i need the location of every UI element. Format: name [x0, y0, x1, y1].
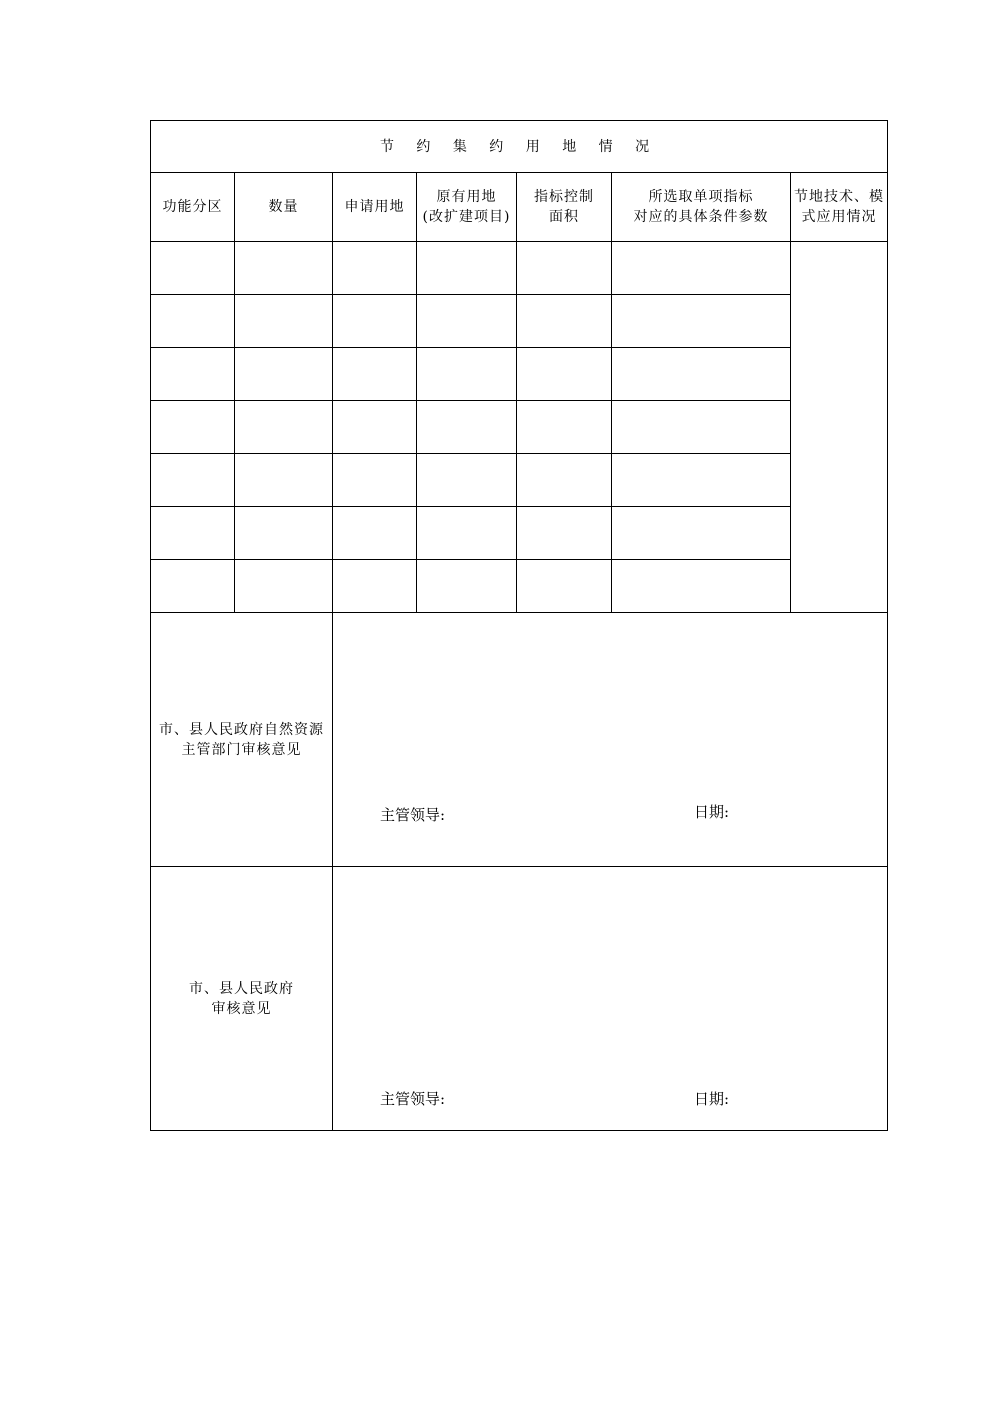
- cell-original-land[interactable]: [417, 560, 517, 613]
- cell-function-zone[interactable]: [151, 348, 235, 401]
- cell-condition-params[interactable]: [612, 401, 791, 454]
- date-label: 日期:: [694, 803, 730, 821]
- cell-function-zone[interactable]: [151, 454, 235, 507]
- header-control-area: 指标控制 面积: [517, 173, 612, 242]
- table-row: [151, 454, 888, 507]
- cell-control-area[interactable]: [517, 242, 612, 295]
- header-quantity: 数量: [235, 173, 333, 242]
- cell-function-zone[interactable]: [151, 401, 235, 454]
- cell-original-land[interactable]: [417, 242, 517, 295]
- date-label: 日期:: [694, 1090, 730, 1108]
- review-label-government: 市、县人民政府 审核意见: [151, 867, 333, 1131]
- header-applied-land: 申请用地: [333, 173, 417, 242]
- cell-applied-land[interactable]: [333, 295, 417, 348]
- header-land-saving-tech: 节地技术、模 式应用情况: [791, 173, 888, 242]
- cell-control-area[interactable]: [517, 401, 612, 454]
- review-opinion-area[interactable]: [333, 613, 888, 867]
- cell-quantity[interactable]: [235, 401, 333, 454]
- cell-quantity[interactable]: [235, 560, 333, 613]
- table-row: [151, 242, 888, 295]
- cell-control-area[interactable]: [517, 560, 612, 613]
- cell-quantity[interactable]: [235, 348, 333, 401]
- cell-control-area[interactable]: [517, 295, 612, 348]
- cell-original-land[interactable]: [417, 295, 517, 348]
- cell-applied-land[interactable]: [333, 242, 417, 295]
- cell-function-zone[interactable]: [151, 507, 235, 560]
- review-section-resources-dept: [151, 613, 888, 867]
- form-title: 节 约 集 约 用 地 情 况: [151, 121, 888, 173]
- table-row: [151, 560, 888, 613]
- cell-original-land[interactable]: [417, 507, 517, 560]
- cell-function-zone[interactable]: [151, 295, 235, 348]
- cell-original-land[interactable]: [417, 454, 517, 507]
- land-use-form-table: [150, 120, 888, 1131]
- cell-applied-land[interactable]: [333, 454, 417, 507]
- cell-control-area[interactable]: [517, 454, 612, 507]
- table-row: [151, 401, 888, 454]
- cell-condition-params[interactable]: [612, 507, 791, 560]
- cell-function-zone[interactable]: [151, 242, 235, 295]
- cell-condition-params[interactable]: [612, 295, 791, 348]
- header-original-land: 原有用地 (改扩建项目): [417, 173, 517, 242]
- cell-condition-params[interactable]: [612, 560, 791, 613]
- cell-original-land[interactable]: [417, 348, 517, 401]
- cell-condition-params[interactable]: [612, 242, 791, 295]
- cell-applied-land[interactable]: [333, 401, 417, 454]
- header-condition-params: 所选取单项指标 对应的具体条件参数: [612, 173, 791, 242]
- cell-land-saving-tech[interactable]: [791, 242, 888, 613]
- cell-control-area[interactable]: [517, 348, 612, 401]
- cell-quantity[interactable]: [235, 242, 333, 295]
- cell-quantity[interactable]: [235, 454, 333, 507]
- cell-function-zone[interactable]: [151, 560, 235, 613]
- cell-condition-params[interactable]: [612, 348, 791, 401]
- cell-condition-params[interactable]: [612, 454, 791, 507]
- cell-quantity[interactable]: [235, 295, 333, 348]
- cell-applied-land[interactable]: [333, 348, 417, 401]
- cell-applied-land[interactable]: [333, 507, 417, 560]
- leader-signature-label: 主管领导:: [380, 806, 446, 824]
- table-row: [151, 507, 888, 560]
- review-label-resources-dept: 市、县人民政府自然资源 主管部门审核意见: [151, 613, 333, 867]
- cell-control-area[interactable]: [517, 507, 612, 560]
- cell-quantity[interactable]: [235, 507, 333, 560]
- header-function-zone: 功能分区: [151, 173, 235, 242]
- table-row: [151, 348, 888, 401]
- review-section-government: [151, 867, 888, 1131]
- cell-original-land[interactable]: [417, 401, 517, 454]
- review-opinion-area[interactable]: [333, 867, 888, 1131]
- cell-applied-land[interactable]: [333, 560, 417, 613]
- leader-signature-label: 主管领导:: [380, 1090, 446, 1108]
- table-row: [151, 295, 888, 348]
